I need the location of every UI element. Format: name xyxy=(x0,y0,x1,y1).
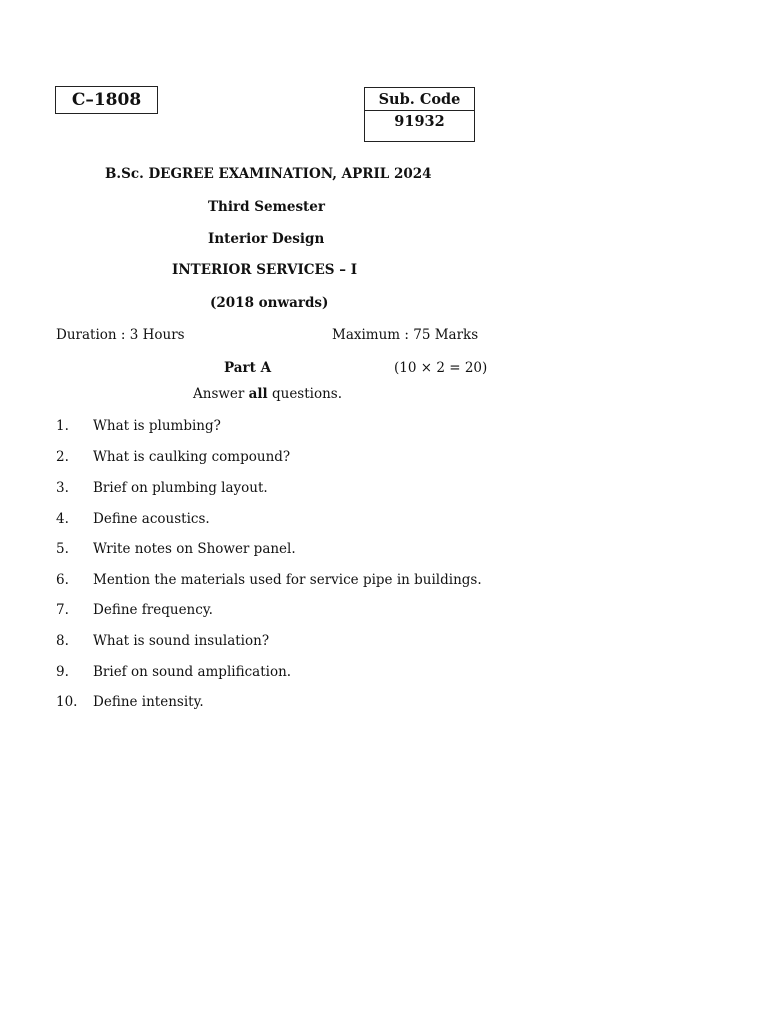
paper-code-box xyxy=(55,86,158,114)
sub-code-label: Sub. Code xyxy=(378,91,461,108)
question-text: Brief on sound amplification. xyxy=(93,664,292,680)
duration: Duration : 3 Hours xyxy=(56,327,185,343)
max-marks: Maximum : 75 Marks xyxy=(332,327,479,343)
question-text: Define acoustics. xyxy=(93,511,210,527)
instruction-suffix: questions. xyxy=(267,386,343,402)
semester-title: Third Semester xyxy=(208,199,325,215)
question-text: Brief on plumbing layout. xyxy=(93,480,268,496)
question-text: Define frequency. xyxy=(93,602,213,618)
question-number: 5. xyxy=(56,541,69,557)
question-text: What is sound insulation? xyxy=(93,633,270,649)
question-number: 4. xyxy=(56,511,69,527)
exam-title: B.Sc. DEGREE EXAMINATION, APRIL 2024 xyxy=(105,166,432,182)
question-number: 7. xyxy=(56,602,69,618)
instruction-prefix: Answer xyxy=(193,386,249,402)
question-text: Define intensity. xyxy=(93,694,204,710)
sub-code-box xyxy=(364,87,475,142)
question-number: 1. xyxy=(56,418,69,434)
question-number: 10. xyxy=(56,694,78,710)
scheme-title: (2018 onwards) xyxy=(210,295,329,311)
paper-code: C–1808 xyxy=(71,90,142,110)
part-a-instruction xyxy=(193,386,342,402)
instruction-bold: all xyxy=(248,386,268,402)
question-text: Write notes on Shower panel. xyxy=(93,541,296,557)
question-text: Mention the materials used for service pipe in buildings. xyxy=(93,572,482,588)
question-text: What is plumbing? xyxy=(93,418,221,434)
part-a-marks: (10 × 2 = 20) xyxy=(394,360,488,376)
sub-code-value: 91932 xyxy=(365,110,474,141)
part-a-heading: Part A xyxy=(224,360,272,376)
question-number: 2. xyxy=(56,449,69,465)
question-number: 9. xyxy=(56,664,69,680)
question-number: 3. xyxy=(56,480,69,496)
question-number: 6. xyxy=(56,572,69,588)
question-number: 8. xyxy=(56,633,69,649)
question-text: What is caulking compound? xyxy=(93,449,291,465)
program-title: Interior Design xyxy=(208,231,325,247)
subject-title: INTERIOR SERVICES – I xyxy=(172,262,358,278)
